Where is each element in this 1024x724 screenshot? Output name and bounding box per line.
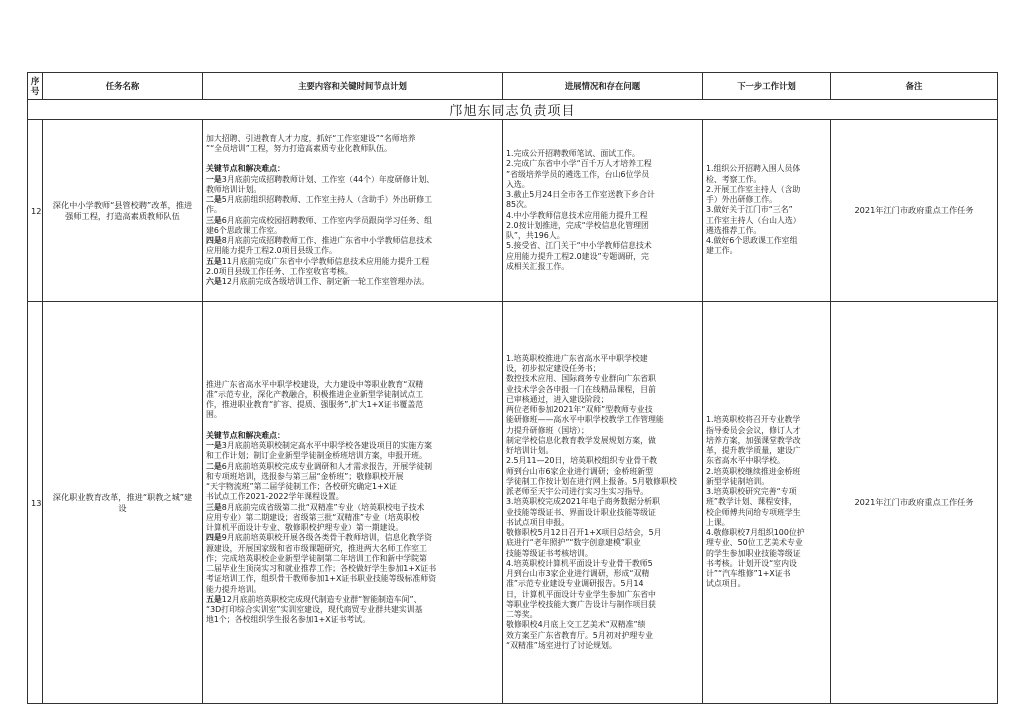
milestone-lead: 一是 [206,441,222,450]
content-intro-line: ”“全员培训”工程，努力打造高素质专业化教师队伍。 [206,143,392,153]
milestone-line [206,523,499,533]
milestone-line [206,554,499,564]
milestone-lead: 三是 [206,215,222,225]
next-plan-line: 遴选推荐工作。 [706,225,762,235]
progress-line: 准”示范专业建设专业调研报告。5月14 [506,579,644,589]
next-plan-line: 工作室主持人（台山人选） [706,215,801,225]
progress-line: 5.接受省、江门关于“中小学教师信息技术 [506,241,652,251]
table-row [28,302,998,704]
milestone-line [206,175,499,185]
row-number: 12 [28,120,43,302]
progress-line: 等职业学校技能大赛广告设计与制作项目获 [506,599,656,609]
milestone-lead: 二是 [206,461,222,471]
milestone-lead: 三是 [206,502,222,512]
progress-line: 敬修职校4月底上交工艺美术“双精准”绩 [506,620,646,630]
milestone-text: 8月底前完成招聘教师工作、推进广东省中小学教师信息技术 [221,236,432,246]
milestone-text: 地1个；各校组织学生报名参加1+X证书考试。 [206,615,371,625]
milestone-line [206,441,499,451]
milestone-text: 计算机平面设计专业、敬修职校护理专业）第一期建设。 [206,523,404,532]
milestone-text: “3D打印综合实训室”实训室建设，现代商贸专业群共建实训基 [206,605,423,614]
milestone-lead: 二是 [206,195,222,205]
next-plan-cell [703,120,831,302]
milestone-text: 3月底前培英职校制定高水平中职学校各建设项目的实施方案 [221,441,432,450]
milestone-line [206,226,499,236]
milestone-line [206,585,499,595]
milestone-text: 6月底前培英职校完成专业调研和人才需求报告，开展学徒制 [221,461,432,471]
progress-line: 1.培英职校推进广东省高水平中职学校建 [506,353,648,363]
work-plan-sheet [27,72,997,704]
progress-line: ”省级培养学员的遴选工作，台山6位学员 [506,169,650,179]
next-plan-line: 计”“汽车维修”1+X证书 [706,569,791,579]
next-plan-line: 班”教学计划、课程安排， [706,497,797,507]
milestone-lead: 五是 [206,256,222,266]
progress-line: 敬修职校5月12日召开1+X项目总结会，5月 [506,528,662,538]
progress-line: 日，计算机平面设计专业学生参加广东省中 [506,589,656,599]
progress-line: 3.培英职校完成2021年电子商务数据分析职 [506,497,660,507]
task-table [27,72,998,704]
progress-line: 1.完成公开招聘教师笔试、面试工作。 [506,149,640,158]
progress-line: 业技术学会各申报一门在线精品课程，目前 [506,384,656,394]
milestone-line [206,533,499,543]
progress-line: 设，初步拟定建设任务书； [506,364,601,374]
next-plan-line: 上课。 [706,517,730,527]
milestone-line [206,257,499,267]
content-cell [203,120,503,302]
col-header-no: 序号 [28,73,43,100]
milestone-text: 8月底前完成省级第二批“双精准”专业（培英职校电子技术 [221,502,425,512]
milestone-text: 12月底前培英职校完成现代制造专业群“智能制造车间”、 [221,594,422,604]
milestone-text: 5月底前组织招聘教师、工作室主持人（含助手）外出研修工 [221,195,432,205]
progress-line: “双精准”场室进行了讨论规划。 [506,640,617,650]
milestone-line [206,564,499,574]
milestone-text: 作。 [206,205,222,215]
milestone-line [206,185,499,195]
section-row [28,100,998,120]
progress-line: 业技能等级证书、界面设计职业技能等级证 [506,507,656,517]
progress-line: 85次。 [506,200,532,210]
section-title: 邝旭东同志负责项目 [28,100,998,120]
milestone-lead: 四是 [206,533,222,543]
progress-line: 效方案至广东省教育厅。5月初对护理专业 [506,630,654,640]
next-plan-line: 检、考察工作。 [706,174,762,184]
content-intro-line: 准”示范专业，深化产教融合，积极推进企业新型学徒制试点工 [206,389,424,399]
col-header-content: 主要内容和关键时间节点计划 [203,73,503,100]
next-plan-line: 试点项目。 [706,579,746,589]
next-plan-line: 1.组织公开招聘入围人员体 [706,164,801,174]
milestone-text: 源建设，开展国家级和省市级课题研究，推进两大名师工作室工 [206,543,427,553]
next-plan-line: 1.培英职校将召开专业教学 [706,415,801,425]
next-plan-line: 的学生参加职业技能等级证 [706,548,801,558]
milestone-text: 9月底前培英职校开展各级各类骨干教师培训，信息化教学资 [221,533,432,543]
milestone-text: 11月底前完成广东省中小学教师信息技术应用能力提升工程 [221,256,430,266]
milestone-line [206,246,499,256]
key-nodes-title: 关键节点和解决难点： [206,430,285,440]
milestone-line [206,595,499,605]
milestone-line [206,462,499,472]
progress-line: 力提升研修班（国培）； [506,425,589,435]
milestone-line [206,482,499,492]
next-plan-line: 培养方案，加强课堂教学改 [706,435,801,445]
milestone-line [206,267,499,277]
milestone-text: 二届毕业生顶岗实习和就业推荐工作；各校做好学生参加1+X证书 [206,564,437,573]
next-plan-line: 指导委员会会议，修订人才 [706,425,801,435]
next-plan-line: 2.开展工作室主持人（含助 [706,184,801,194]
milestone-line [206,503,499,513]
next-plan-line: 3.做好关于江门市“三名” [706,205,793,215]
next-plan-line: 3.培英职校研究完善“专项 [706,487,797,497]
remark: 2021年江门市政府重点工作任务 [831,120,998,302]
next-plan-line: 理专业、50位工艺美术专业 [706,538,803,548]
content-intro-line: 围。 [206,410,222,420]
next-plan-line: 书考核。计划开设“室内设 [706,558,797,568]
milestone-line [206,195,499,205]
milestone-line [206,615,499,625]
milestone-text: 2.0项目县级工作任务、工作室收官考核。 [206,266,353,276]
milestone-text: 6月底前完成校园招聘教师、工作室内学员跟岗学习任务、组 [221,215,432,225]
progress-line: 底进行“老年照护”“数字创意建模”职业 [506,538,641,548]
col-header-task-name: 任务名称 [43,73,203,100]
progress-line: 2.0按计划推进，完成“学校信息化管理团 [506,220,649,230]
milestone-line [206,544,499,554]
row-number: 13 [28,302,43,704]
task-name: 深化职业教育改革，推进“职教之城”建设 [43,302,203,704]
key-nodes-title: 关键节点和解决难点： [206,164,285,174]
progress-line: 成相关汇报工作。 [506,261,570,271]
content-intro-line: 加大招聘、引进教育人才力度，抓好“工作室建设”“名师培养 [206,133,416,143]
milestone-line [206,513,499,523]
milestone-text: 作；完成培英职校企业新型学徒制第二年培训工作和新中学院第 [206,553,427,563]
content-intro-line: 作，推进职业教育“扩容、提质、强服务”,扩大1+X证书覆盖范 [206,400,424,409]
progress-line: 制定学校信息化教育教学发展规划方案，做 [506,435,656,445]
milestone-line [206,472,499,482]
progress-line: 入选。 [506,179,530,189]
progress-line: 学徒制工作按计划在进行网上报备。5月敬修职校 [506,476,677,486]
progress-cell [503,120,703,302]
progress-line: 书试点项目申报。 [506,517,570,527]
progress-line: 两位老师参加2021年“双师”型教师专业技 [506,405,653,415]
col-header-remark: 备注 [831,73,998,100]
milestone-lead: 四是 [206,236,222,246]
progress-line: 二等奖。 [506,610,538,620]
col-header-next-plan: 下一步工作计划 [703,73,831,100]
milestone-text: 应用能力提升工程2.0项目县级工作。 [206,246,337,256]
progress-line: 技能等级证书考核培训。 [506,548,593,558]
milestone-line [206,451,499,461]
milestone-text: 书试点工作2021-2022学年课程设置。 [206,492,344,502]
task-name: 深化中小学教师“县管校聘”改革，推进强师工程，打造高素质教师队伍 [43,120,203,302]
milestone-line [206,236,499,246]
next-plan-line: 4.敬修职校7月组织100位护 [706,528,805,538]
progress-line: 月到台山市3家企业进行调研，形成“双精 [506,569,650,579]
progress-cell [503,302,703,704]
progress-line: 师到台山市6家企业进行调研；金桥班新型 [506,466,654,476]
milestone-text: “天宇物流班”第二届学徒制工作；各校研究确定1+X证 [206,482,397,491]
milestone-lead: 六是 [206,277,222,287]
next-plan-line: 新型学徒制培训。 [706,476,770,486]
spacer [206,421,499,431]
milestone-line [206,492,499,502]
next-plan-line: 建工作。 [706,246,738,256]
milestone-lead: 一是 [206,174,222,184]
milestone-line [206,605,499,615]
table-row [28,120,998,302]
header-row [28,73,998,100]
progress-line: 数控技术应用、国际商务专业群向广东省职 [506,374,656,384]
next-plan-line: 东省高水平中职学校。 [706,456,785,466]
next-plan-line: 2.培英职校继续推进金桥班 [706,466,801,476]
milestone-text: 考证培训工作，组织骨干教师参加1+X证书职业技能等级标准师资 [206,574,437,584]
milestone-text: 3月底前完成招聘教师计划、工作室（44个）年度研修计划、 [221,174,435,184]
progress-line: 应用能力提升工程2.0建设”专题调研，完 [506,251,649,261]
progress-line: 2.完成广东省中小学“百千万人才培养工程 [506,159,652,169]
progress-line: 2.5月11—20日，培英职校组织专业骨干教 [506,456,657,466]
remark: 2021年江门市政府重点工作任务 [831,302,998,704]
progress-line: 好培训计划。 [506,446,554,456]
spacer [206,154,499,164]
progress-line: 已审核通过，进入建设阶段； [506,394,609,404]
milestone-line [206,574,499,584]
progress-line: 4.中小学教师信息技术应用能力提升工程 [506,210,648,220]
milestone-line [206,277,499,287]
milestone-text: 教师培训计划。 [206,184,262,194]
progress-line: 派老师至天宇公司进行实习生实习指导。 [506,487,649,497]
milestone-line [206,216,499,226]
progress-line: 能研修班——高水平中职学校教学工作管理能 [506,415,664,425]
milestone-text: 应用专业）第二期建设；省级第三批“双精准”专业（培英职校 [206,512,420,522]
next-plan-cell [703,302,831,704]
milestone-text: 和专项班培训，选报参与第三届“金桥班”；敬修职校开展 [206,471,404,481]
progress-line: 3.截止5月24日全市各工作室送教下乡合计 [506,190,655,199]
content-cell [203,302,503,704]
next-plan-line: 校企师傅共同给专项班学生 [706,507,801,517]
next-plan-line: 4.做好6个思政课工作室组 [706,236,798,246]
milestone-text: 和工作计划；制订企业新型学徒制金桥班培训方案，申报开班。 [206,451,427,461]
milestone-text: 12月底前完成各级培训工作、制定新一轮工作室管理办法。 [221,277,430,287]
progress-line: 队”，共196人。 [506,231,565,240]
next-plan-line: 手）外出研修工作。 [706,195,778,205]
progress-line: 4.培英职校计算机平面设计专业骨干教师5 [506,558,653,568]
milestone-text: 建6个思政课工作室。 [206,225,283,235]
milestone-line [206,205,499,215]
milestone-lead: 五是 [206,594,222,604]
milestone-text: 能力提升培训。 [206,584,262,594]
content-intro-line: 推进广东省高水平中职学校建设，大力建设中等职业教育“双精 [206,379,424,389]
next-plan-line: 革，提升教学质量，建设广 [706,446,801,456]
col-header-progress: 进展情况和存在问题 [503,73,703,100]
